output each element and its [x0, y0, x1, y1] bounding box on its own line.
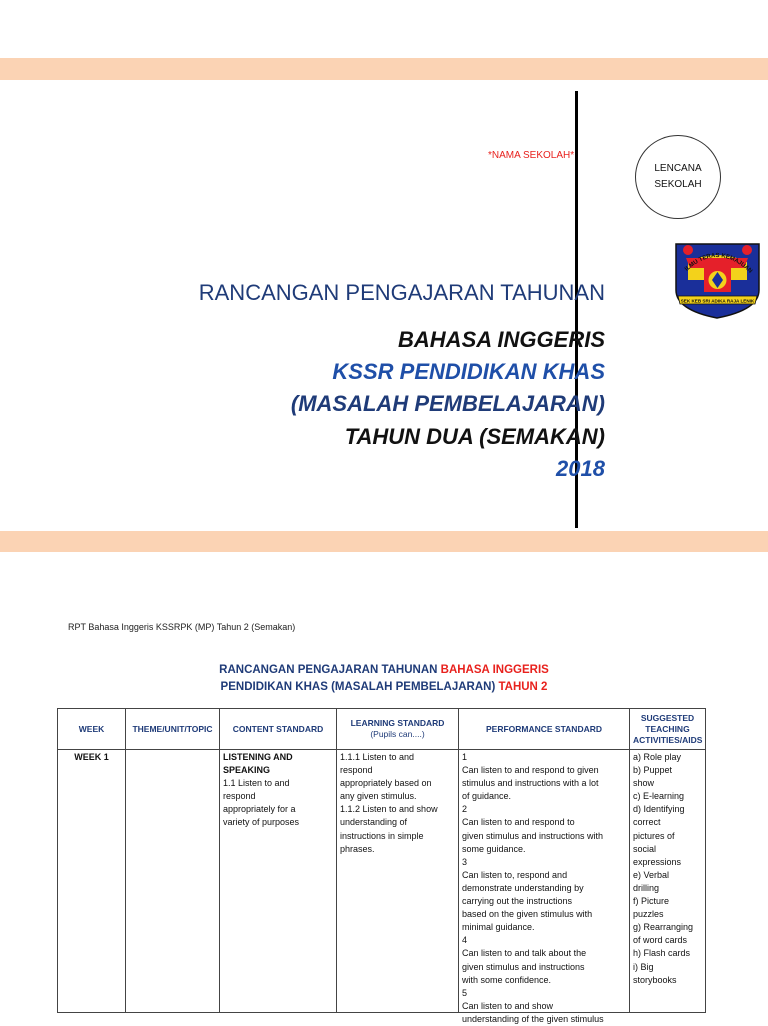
activity-line: g) Rearranging [633, 922, 694, 933]
activity-line: d) Identifying [633, 804, 685, 815]
performance-line: 2 [462, 804, 468, 815]
table-row [58, 750, 706, 1013]
performance-line: of guidance. [462, 791, 512, 802]
cover-title: RANCANGAN PENGAJARAN TAHUNAN [198, 280, 605, 305]
header-activities: SUGGESTED TEACHING ACTIVITIES/AIDS [630, 709, 706, 750]
cover-session-year: 2018 [556, 456, 605, 481]
performance-line: demonstrate understanding by [462, 882, 584, 893]
svg-text:SEK KEB SRI ADIKA RAJA LENIK: SEK KEB SRI ADIKA RAJA LENIK [680, 298, 755, 304]
svg-text:ILMU TERAS KEMAJUAN: ILMU TERAS KEMAJUAN [684, 252, 754, 275]
header-learning-label: LEARNING STANDARD [350, 718, 445, 728]
performance-line: 1 [462, 752, 468, 762]
activity-line: of word cards [633, 935, 688, 946]
performance-line: Can listen to and talk about the [462, 948, 587, 959]
performance-line: 4 [462, 935, 468, 946]
table-header-row [58, 709, 706, 750]
top-decorative-band [0, 58, 768, 80]
header-content-standard: CONTENT STANDARD [220, 709, 337, 750]
learning-line: any given stimulus. [340, 791, 417, 802]
activity-line: drilling [633, 882, 660, 893]
doc-title-subject: BAHASA INGGERIS [440, 664, 549, 676]
rpt-table [57, 708, 706, 1024]
activity-line: b) Puppet [633, 765, 673, 776]
school-name-placeholder: *NAMA SEKOLAH* [488, 150, 575, 161]
performance-line: some guidance. [462, 843, 526, 854]
performance-line: based on the given stimulus with [462, 909, 593, 920]
learning-line: phrases. [340, 843, 375, 854]
cell-theme [126, 750, 220, 1013]
activity-line: h) Flash cards [633, 948, 691, 959]
activity-line: f) Picture [633, 896, 670, 907]
performance-line: understanding of the given stimulus [462, 1013, 604, 1024]
header-theme: THEME/UNIT/TOPIC [126, 709, 220, 750]
content-line: appropriately for a [223, 804, 296, 815]
performance-line: Can listen to and respond to given [462, 765, 599, 776]
doc-title-part1: RANCANGAN PENGAJARAN TAHUNAN [219, 664, 441, 676]
doc-title-part2: PENDIDIKAN KHAS (MASALAH PEMBELAJARAN) [220, 681, 499, 693]
performance-line: 5 [462, 987, 468, 998]
performance-line: Can listen to and respond to [462, 817, 575, 828]
cell-content-standard [220, 750, 337, 1013]
school-crest-logo [668, 238, 767, 320]
activity-line: pictures of [633, 830, 675, 841]
performance-line: minimal guidance. [462, 922, 535, 933]
school-badge-placeholder [635, 135, 721, 219]
performance-line: Can listen to, respond and [462, 869, 568, 880]
activity-line: i) Big [633, 961, 654, 972]
activity-line: expressions [633, 856, 682, 867]
doc-title-year: TAHUN 2 [498, 681, 548, 693]
document-title-line2 [0, 681, 768, 693]
performance-line: stimulus and instructions with a lot [462, 778, 599, 789]
activity-line: puzzles [633, 909, 664, 920]
learning-line: respond [340, 765, 373, 776]
content-heading: LISTENING AND SPEAKING [223, 752, 293, 776]
activity-line: storybooks [633, 974, 677, 985]
performance-line: Can listen to and show [462, 1000, 554, 1011]
learning-line: appropriately based on [340, 778, 432, 789]
cover-subject: BAHASA INGGERIS [398, 327, 605, 352]
activity-line: show [633, 778, 655, 789]
activity-line: c) E-learning [633, 791, 685, 802]
content-line: variety of purposes [223, 817, 300, 828]
learning-line: understanding of [340, 817, 408, 828]
activity-line: correct [633, 817, 661, 828]
activity-line: social [633, 843, 657, 854]
content-line: respond [223, 791, 256, 802]
cell-learning-standard [337, 750, 459, 1013]
cell-week: WEEK 1 [58, 750, 126, 1013]
cover-year: TAHUN DUA (SEMAKAN) [344, 424, 605, 449]
performance-line: carrying out the instructions [462, 896, 573, 907]
header-learning-standard [337, 709, 459, 750]
activity-line: a) Role play [633, 752, 682, 762]
learning-line: 1.1.1 Listen to and [340, 752, 415, 762]
badge-label-line2: SEKOLAH [654, 179, 702, 190]
cover-category: (MASALAH PEMBELAJARAN) [290, 391, 605, 416]
content-line: 1.1 Listen to and [223, 778, 290, 789]
cell-performance-standard [459, 750, 630, 1024]
learning-line: instructions in simple [340, 830, 424, 841]
bottom-decorative-band [0, 531, 768, 552]
performance-line: given stimulus and instructions [462, 961, 585, 972]
header-week: WEEK [58, 709, 126, 750]
learning-line: 1.1.2 Listen to and show [340, 804, 438, 815]
performance-line: with some confidence. [462, 974, 552, 985]
document-title-line1 [0, 664, 768, 676]
cell-activities [630, 750, 706, 1013]
activity-line: e) Verbal [633, 869, 670, 880]
running-header: RPT Bahasa Inggeris KSSRPK (MP) Tahun 2 (Semakan) [68, 622, 296, 632]
cover-programme: KSSR PENDIDIKAN KHAS [332, 359, 605, 384]
badge-label-line1: LENCANA [654, 163, 702, 174]
header-learning-sub: (Pupils can....) [370, 729, 425, 739]
performance-line: 3 [462, 856, 468, 867]
performance-line: given stimulus and instructions with [462, 830, 604, 841]
header-performance-standard: PERFORMANCE STANDARD [459, 709, 630, 750]
